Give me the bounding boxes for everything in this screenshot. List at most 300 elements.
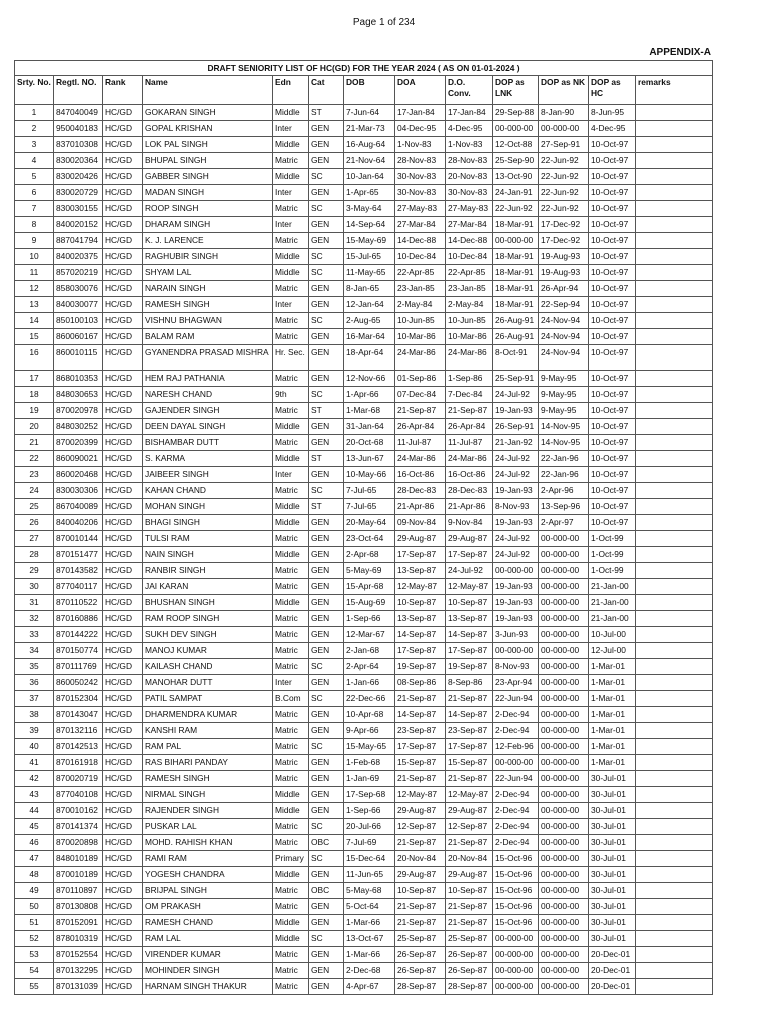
table-cell: HC/GD bbox=[103, 595, 143, 611]
table-cell: 17-Sep-87 bbox=[446, 547, 493, 563]
table-cell: 10-Oct-97 bbox=[589, 435, 636, 451]
table-cell: 1-Sep-66 bbox=[344, 611, 395, 627]
table-cell: 32 bbox=[15, 611, 54, 627]
column-header: Srty. No. bbox=[15, 76, 54, 105]
table-cell: 10-Oct-97 bbox=[589, 451, 636, 467]
table-cell: 2-May-84 bbox=[395, 297, 446, 313]
table-cell: JAI KARAN bbox=[143, 579, 273, 595]
table-cell: 26-Sep-87 bbox=[395, 963, 446, 979]
table-cell: 52 bbox=[15, 931, 54, 947]
table-cell: Middle bbox=[273, 595, 309, 611]
table-cell: OBC bbox=[309, 835, 344, 851]
table-cell: 27-Sep-91 bbox=[539, 137, 589, 153]
table-cell: 21-Apr-86 bbox=[446, 499, 493, 515]
table-cell: 12 bbox=[15, 281, 54, 297]
table-cell: ST bbox=[309, 499, 344, 515]
table-cell: 10-Sep-87 bbox=[395, 595, 446, 611]
table-cell: 16-Mar-64 bbox=[344, 329, 395, 345]
table-cell: GYANENDRA PRASAD MISHRA bbox=[143, 345, 273, 371]
table-cell: 21-Jan-00 bbox=[589, 579, 636, 595]
table-cell: 10-Oct-97 bbox=[589, 329, 636, 345]
table-cell: GAJENDER SINGH bbox=[143, 403, 273, 419]
table-cell: 00-000-00 bbox=[539, 851, 589, 867]
table-cell: 870130808 bbox=[54, 899, 103, 915]
table-cell: 00-000-00 bbox=[539, 707, 589, 723]
table-cell bbox=[636, 579, 713, 595]
table-cell: 15-Aug-69 bbox=[344, 595, 395, 611]
table-cell: 26-Apr-84 bbox=[395, 419, 446, 435]
table-cell: Middle bbox=[273, 515, 309, 531]
table-cell: 2-Dec-94 bbox=[493, 707, 539, 723]
table-cell: 21 bbox=[15, 435, 54, 451]
table-cell: 11 bbox=[15, 265, 54, 281]
table-cell: 10 bbox=[15, 249, 54, 265]
table-cell: 870143582 bbox=[54, 563, 103, 579]
table-cell: 870151477 bbox=[54, 547, 103, 563]
table-cell: GEN bbox=[309, 137, 344, 153]
table-body bbox=[15, 105, 713, 995]
table-cell: 2-Apr-96 bbox=[539, 483, 589, 499]
table-cell: 18-Mar-91 bbox=[493, 265, 539, 281]
table-cell: 13-Sep-96 bbox=[539, 499, 589, 515]
table-cell: HC/GD bbox=[103, 435, 143, 451]
table-cell: HC/GD bbox=[103, 483, 143, 499]
table-cell: 48 bbox=[15, 867, 54, 883]
table-cell: SC bbox=[309, 739, 344, 755]
table-cell: 7-Jun-64 bbox=[344, 105, 395, 121]
table-cell: HC/GD bbox=[103, 771, 143, 787]
table-cell: Matric bbox=[273, 883, 309, 899]
table-cell: Matric bbox=[273, 435, 309, 451]
table-cell: 00-000-00 bbox=[539, 579, 589, 595]
table-cell: 19-Jan-93 bbox=[493, 483, 539, 499]
table-cell: 00-000-00 bbox=[539, 755, 589, 771]
table-cell: 23 bbox=[15, 467, 54, 483]
table-cell: 18-Mar-91 bbox=[493, 297, 539, 313]
table-row bbox=[15, 563, 713, 579]
table-cell: 21-Sep-87 bbox=[446, 691, 493, 707]
table-cell: SC bbox=[309, 659, 344, 675]
table-cell bbox=[636, 281, 713, 297]
table-cell: 22-Jun-92 bbox=[539, 153, 589, 169]
column-header: DOA bbox=[395, 76, 446, 105]
table-cell: 870010189 bbox=[54, 867, 103, 883]
table-cell: 14-Sep-87 bbox=[446, 707, 493, 723]
table-cell: 17-Sep-87 bbox=[446, 643, 493, 659]
table-cell: 1-Mar-01 bbox=[589, 659, 636, 675]
table-row bbox=[15, 595, 713, 611]
table-cell: 4 bbox=[15, 153, 54, 169]
table-cell bbox=[636, 345, 713, 371]
table-cell: 26-Sep-87 bbox=[446, 963, 493, 979]
table-cell: 1-Oct-99 bbox=[589, 547, 636, 563]
table-cell: HC/GD bbox=[103, 345, 143, 371]
table-row bbox=[15, 691, 713, 707]
table-cell bbox=[636, 963, 713, 979]
table-cell: 29-Aug-87 bbox=[446, 803, 493, 819]
table-cell: 29-Aug-87 bbox=[446, 867, 493, 883]
table-cell bbox=[636, 979, 713, 995]
table-cell: 850100103 bbox=[54, 313, 103, 329]
table-cell: 19-Jan-93 bbox=[493, 579, 539, 595]
table-cell: 870020898 bbox=[54, 835, 103, 851]
table-cell: HC/GD bbox=[103, 499, 143, 515]
table-cell: 4-Dec-95 bbox=[446, 121, 493, 137]
table-cell: 21-Jan-00 bbox=[589, 595, 636, 611]
table-cell: 24-Mar-86 bbox=[395, 451, 446, 467]
table-cell: 20 bbox=[15, 419, 54, 435]
table-cell: HC/GD bbox=[103, 835, 143, 851]
table-cell: Matric bbox=[273, 281, 309, 297]
table-cell: MADAN SINGH bbox=[143, 185, 273, 201]
table-cell: GEN bbox=[309, 329, 344, 345]
table-cell: 43 bbox=[15, 787, 54, 803]
table-cell: GEN bbox=[309, 979, 344, 995]
table-cell: 1-Nov-83 bbox=[395, 137, 446, 153]
table-cell: 2-Dec-94 bbox=[493, 803, 539, 819]
table-cell: 44 bbox=[15, 803, 54, 819]
table-cell: 14-Sep-64 bbox=[344, 217, 395, 233]
table-cell: 30-Jul-01 bbox=[589, 803, 636, 819]
table-cell: SC bbox=[309, 249, 344, 265]
table-cell: GEN bbox=[309, 627, 344, 643]
table-cell: 860090021 bbox=[54, 451, 103, 467]
table-cell: GEN bbox=[309, 755, 344, 771]
table-cell: 10-Oct-97 bbox=[589, 371, 636, 387]
table-cell: GEN bbox=[309, 723, 344, 739]
table-cell: 11-May-65 bbox=[344, 265, 395, 281]
table-cell: 15-May-65 bbox=[344, 739, 395, 755]
table-cell: GEN bbox=[309, 547, 344, 563]
table-cell: RAMESH SINGH bbox=[143, 297, 273, 313]
table-cell: 00-000-00 bbox=[539, 691, 589, 707]
table-cell: 10-Apr-68 bbox=[344, 707, 395, 723]
table-cell: 2-Dec-94 bbox=[493, 819, 539, 835]
table-cell: ST bbox=[309, 105, 344, 121]
table-cell bbox=[636, 153, 713, 169]
table-cell: 10-Oct-97 bbox=[589, 313, 636, 329]
table-cell: 00-000-00 bbox=[539, 787, 589, 803]
table-cell: 00-000-00 bbox=[539, 915, 589, 931]
table-cell bbox=[636, 467, 713, 483]
table-cell bbox=[636, 867, 713, 883]
table-cell: RAM PAL bbox=[143, 739, 273, 755]
table-cell: GEN bbox=[309, 611, 344, 627]
table-cell: 46 bbox=[15, 835, 54, 851]
table-cell: HC/GD bbox=[103, 515, 143, 531]
table-cell: 9 bbox=[15, 233, 54, 249]
table-cell: 870111769 bbox=[54, 659, 103, 675]
table-cell: 24-Jul-92 bbox=[493, 531, 539, 547]
table-cell: 16-Oct-86 bbox=[395, 467, 446, 483]
table-cell: 12-May-87 bbox=[395, 579, 446, 595]
table-cell: 21-Sep-87 bbox=[395, 835, 446, 851]
table-cell: HC/GD bbox=[103, 947, 143, 963]
table-row bbox=[15, 739, 713, 755]
table-cell: 870141374 bbox=[54, 819, 103, 835]
table-cell: GABBER SINGH bbox=[143, 169, 273, 185]
table-cell: 1 bbox=[15, 105, 54, 121]
table-cell: 2-Dec-68 bbox=[344, 963, 395, 979]
table-cell: 870152554 bbox=[54, 947, 103, 963]
table-cell: PUSKAR LAL bbox=[143, 819, 273, 835]
table-cell: RAMI RAM bbox=[143, 851, 273, 867]
table-cell: 47 bbox=[15, 851, 54, 867]
table-cell: 26-Apr-84 bbox=[446, 419, 493, 435]
table-cell: 10-Jan-64 bbox=[344, 169, 395, 185]
column-header: Name bbox=[143, 76, 273, 105]
table-cell: 08-Sep-86 bbox=[395, 675, 446, 691]
table-cell: 51 bbox=[15, 915, 54, 931]
table-cell: HC/GD bbox=[103, 201, 143, 217]
table-cell: 00-000-00 bbox=[539, 931, 589, 947]
table-cell: 870150774 bbox=[54, 643, 103, 659]
table-cell: HC/GD bbox=[103, 963, 143, 979]
table-cell: 15 bbox=[15, 329, 54, 345]
table-cell: 848030653 bbox=[54, 387, 103, 403]
table-cell: HC/GD bbox=[103, 899, 143, 915]
table-cell: 830020729 bbox=[54, 185, 103, 201]
table-cell: GEN bbox=[309, 121, 344, 137]
table-cell: 31-Jan-64 bbox=[344, 419, 395, 435]
table-cell: 15-Oct-96 bbox=[493, 867, 539, 883]
table-cell: 830020364 bbox=[54, 153, 103, 169]
table-cell: HC/GD bbox=[103, 265, 143, 281]
table-cell: 00-000-00 bbox=[539, 121, 589, 137]
table-cell: 21-Sep-87 bbox=[446, 771, 493, 787]
table-cell: 00-000-00 bbox=[493, 947, 539, 963]
table-cell: 8-Oct-91 bbox=[493, 345, 539, 371]
table-row bbox=[15, 201, 713, 217]
table-cell: 2-Dec-94 bbox=[493, 787, 539, 803]
table-title: DRAFT SENIORITY LIST OF HC(GD) FOR THE YEAR 2024 ( AS ON 01-01-2024 ) bbox=[15, 61, 713, 76]
table-cell: 19-Jan-93 bbox=[493, 403, 539, 419]
table-cell bbox=[636, 883, 713, 899]
table-cell: 30-Jul-01 bbox=[589, 883, 636, 899]
table-cell: 22-Sep-94 bbox=[539, 297, 589, 313]
table-cell: Inter bbox=[273, 467, 309, 483]
table-cell: 00-000-00 bbox=[539, 899, 589, 915]
table-cell bbox=[636, 169, 713, 185]
table-cell: 17-Sep-87 bbox=[395, 547, 446, 563]
table-cell: 26-Sep-91 bbox=[493, 419, 539, 435]
table-cell: 00-000-00 bbox=[539, 723, 589, 739]
table-cell: 00-000-00 bbox=[539, 563, 589, 579]
table-cell: SC bbox=[309, 931, 344, 947]
table-cell: 11-Jul-87 bbox=[446, 435, 493, 451]
table-cell: 34 bbox=[15, 643, 54, 659]
table-cell: 830030306 bbox=[54, 483, 103, 499]
table-row bbox=[15, 105, 713, 121]
table-cell: HC/GD bbox=[103, 691, 143, 707]
table-cell: 10-Oct-97 bbox=[589, 515, 636, 531]
table-row bbox=[15, 371, 713, 387]
table-cell: 1-Feb-68 bbox=[344, 755, 395, 771]
table-cell bbox=[636, 419, 713, 435]
table-row bbox=[15, 217, 713, 233]
table-cell: 55 bbox=[15, 979, 54, 995]
table-cell: 22-Jun-92 bbox=[539, 169, 589, 185]
table-cell: Matric bbox=[273, 963, 309, 979]
table-cell: 17-Jan-84 bbox=[395, 105, 446, 121]
table-cell: 00-000-00 bbox=[493, 233, 539, 249]
table-cell: BHAGI SINGH bbox=[143, 515, 273, 531]
table-cell: MOHD. RAHISH KHAN bbox=[143, 835, 273, 851]
table-cell: 00-000-00 bbox=[539, 979, 589, 995]
table-cell: 10-Jun-85 bbox=[395, 313, 446, 329]
table-cell: RANBIR SINGH bbox=[143, 563, 273, 579]
table-cell: Primary bbox=[273, 851, 309, 867]
table-cell: 13 bbox=[15, 297, 54, 313]
table-cell: 860060167 bbox=[54, 329, 103, 345]
table-cell: 13-Jun-67 bbox=[344, 451, 395, 467]
table-row bbox=[15, 531, 713, 547]
table-cell: 24-Jul-92 bbox=[493, 547, 539, 563]
table-cell: Matric bbox=[273, 233, 309, 249]
table-cell: 1-Mar-66 bbox=[344, 915, 395, 931]
table-cell: 8-Jan-65 bbox=[344, 281, 395, 297]
table-cell: GEN bbox=[309, 419, 344, 435]
table-cell: 1-Jan-69 bbox=[344, 771, 395, 787]
table-cell bbox=[636, 611, 713, 627]
table-cell: Matric bbox=[273, 579, 309, 595]
table-cell: 23-Jan-85 bbox=[446, 281, 493, 297]
table-cell: Matric bbox=[273, 329, 309, 345]
table-cell: 14 bbox=[15, 313, 54, 329]
table-cell: 00-000-00 bbox=[539, 819, 589, 835]
table-cell: 20-Jul-66 bbox=[344, 819, 395, 835]
table-cell: GEN bbox=[309, 281, 344, 297]
table-cell: 27 bbox=[15, 531, 54, 547]
table-cell: 870160886 bbox=[54, 611, 103, 627]
table-cell: 21-Sep-87 bbox=[446, 899, 493, 915]
table-cell: GEN bbox=[309, 915, 344, 931]
table-cell: 2-May-84 bbox=[446, 297, 493, 313]
table-cell: Matric bbox=[273, 899, 309, 915]
table-cell: HC/GD bbox=[103, 467, 143, 483]
table-cell: GEN bbox=[309, 707, 344, 723]
table-cell: Matric bbox=[273, 819, 309, 835]
table-cell: BHUPAL SINGH bbox=[143, 153, 273, 169]
table-cell: 24 bbox=[15, 483, 54, 499]
table-cell: 17-Sep-87 bbox=[395, 643, 446, 659]
table-cell: 00-000-00 bbox=[539, 659, 589, 675]
table-cell: 10-Sep-87 bbox=[395, 883, 446, 899]
table-cell: 22-Jan-96 bbox=[539, 451, 589, 467]
table-cell: 42 bbox=[15, 771, 54, 787]
table-cell: GEN bbox=[309, 579, 344, 595]
table-cell: 40 bbox=[15, 739, 54, 755]
table-cell: 867040089 bbox=[54, 499, 103, 515]
table-cell: 24-Mar-86 bbox=[446, 451, 493, 467]
table-cell: HC/GD bbox=[103, 233, 143, 249]
table-cell: 5 bbox=[15, 169, 54, 185]
table-cell: HC/GD bbox=[103, 547, 143, 563]
table-cell: 28-Sep-87 bbox=[446, 979, 493, 995]
table-cell bbox=[636, 851, 713, 867]
table-cell: 25-Sep-91 bbox=[493, 371, 539, 387]
table-cell: GEN bbox=[309, 185, 344, 201]
table-row bbox=[15, 947, 713, 963]
table-cell: PATIL SAMPAT bbox=[143, 691, 273, 707]
table-cell: 12-May-87 bbox=[446, 579, 493, 595]
table-row bbox=[15, 297, 713, 313]
table-cell: GEN bbox=[309, 963, 344, 979]
table-cell: OM PRAKASH bbox=[143, 899, 273, 915]
table-row bbox=[15, 121, 713, 137]
table-cell: Middle bbox=[273, 787, 309, 803]
table-cell: GEN bbox=[309, 563, 344, 579]
table-cell: VISHNU BHAGWAN bbox=[143, 313, 273, 329]
table-cell: 00-000-00 bbox=[539, 947, 589, 963]
table-cell: 21-Sep-87 bbox=[446, 835, 493, 851]
table-cell: HC/GD bbox=[103, 249, 143, 265]
table-cell: 10-Oct-97 bbox=[589, 387, 636, 403]
table-cell bbox=[636, 531, 713, 547]
table-cell: Inter bbox=[273, 297, 309, 313]
table-cell: 15-Dec-64 bbox=[344, 851, 395, 867]
table-cell: 21-Mar-73 bbox=[344, 121, 395, 137]
table-cell: 2-Dec-94 bbox=[493, 835, 539, 851]
table-cell: GEN bbox=[309, 217, 344, 233]
table-cell: DHARMENDRA KUMAR bbox=[143, 707, 273, 723]
table-cell bbox=[636, 297, 713, 313]
table-row bbox=[15, 435, 713, 451]
table-cell: GEN bbox=[309, 531, 344, 547]
table-cell: 21-Sep-87 bbox=[395, 915, 446, 931]
table-cell: 00-000-00 bbox=[539, 531, 589, 547]
table-row bbox=[15, 281, 713, 297]
table-cell: HC/GD bbox=[103, 643, 143, 659]
table-row bbox=[15, 483, 713, 499]
table-cell: 10-Oct-97 bbox=[589, 403, 636, 419]
table-cell: SC bbox=[309, 483, 344, 499]
column-header: Cat bbox=[309, 76, 344, 105]
table-cell: 878010319 bbox=[54, 931, 103, 947]
table-cell: KAILASH CHAND bbox=[143, 659, 273, 675]
table-cell: 2-Apr-97 bbox=[539, 515, 589, 531]
table-row bbox=[15, 643, 713, 659]
table-cell: MOHAN SINGH bbox=[143, 499, 273, 515]
table-row bbox=[15, 403, 713, 419]
table-cell: 22-Apr-85 bbox=[395, 265, 446, 281]
table-cell: Middle bbox=[273, 499, 309, 515]
table-cell: 870110897 bbox=[54, 883, 103, 899]
table-cell: GEN bbox=[309, 515, 344, 531]
table-cell: 00-000-00 bbox=[493, 121, 539, 137]
table-cell: GEN bbox=[309, 787, 344, 803]
table-cell: 00-000-00 bbox=[493, 755, 539, 771]
table-cell: 10-May-66 bbox=[344, 467, 395, 483]
table-cell: HARNAM SINGH THAKUR bbox=[143, 979, 273, 995]
table-row bbox=[15, 931, 713, 947]
table-cell: Matric bbox=[273, 611, 309, 627]
table-cell: HC/GD bbox=[103, 329, 143, 345]
table-cell: 840020152 bbox=[54, 217, 103, 233]
table-cell: 24-Nov-94 bbox=[539, 329, 589, 345]
table-cell bbox=[636, 595, 713, 611]
table-cell: 15-Sep-87 bbox=[446, 755, 493, 771]
table-cell: 9-Apr-66 bbox=[344, 723, 395, 739]
table-cell: 12-Feb-96 bbox=[493, 739, 539, 755]
table-cell bbox=[636, 707, 713, 723]
table-cell: HC/GD bbox=[103, 185, 143, 201]
table-cell: HC/GD bbox=[103, 217, 143, 233]
table-cell bbox=[636, 547, 713, 563]
table-cell: Inter bbox=[273, 217, 309, 233]
table-cell: HC/GD bbox=[103, 419, 143, 435]
table-cell: 6 bbox=[15, 185, 54, 201]
